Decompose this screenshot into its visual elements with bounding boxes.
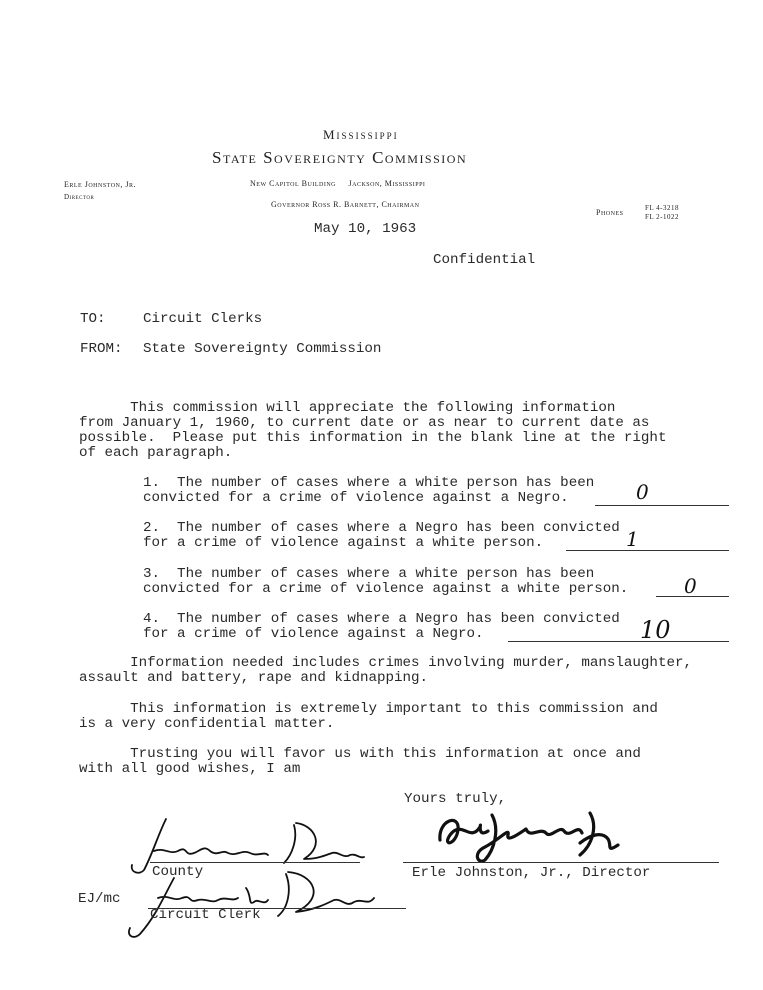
- item-1-text: 1. The number of cases where a white person has been convicted for a crime of violence against a Negro.: [143, 475, 595, 506]
- from-label: FROM:: [80, 341, 123, 357]
- letterhead-phone-2: FL 2-1022: [645, 213, 679, 221]
- from-value: State Sovereignty Commission: [143, 341, 382, 357]
- item-1-blank: [595, 505, 729, 506]
- item-4-text: 4. The number of cases where a Negro has been convicted for a crime of violence against a Negro.: [143, 611, 620, 642]
- closing-paragraph: Trusting you will favor us with this information at once and with all good wishes, I am: [79, 746, 641, 777]
- important-paragraph: This information is extremely important to this commission and is a very confidential matter.: [79, 701, 658, 732]
- clerk-signature: [118, 868, 388, 943]
- item-2-answer: 1: [626, 527, 639, 551]
- item-4-answer: 10: [640, 616, 671, 644]
- clerk-label: Circuit Clerk: [150, 907, 261, 923]
- item-4-blank: [508, 641, 729, 642]
- letterhead-director-title: Director: [64, 193, 95, 201]
- letterhead-governor: Governor Ross R. Barnett, Chairman: [271, 200, 420, 209]
- letterhead-director-name: Erle Johnston, Jr.: [64, 180, 137, 189]
- director-signature-line: [403, 862, 719, 863]
- to-label: TO:: [80, 311, 106, 327]
- county-label: County: [152, 864, 204, 880]
- letterhead-phone-1: FL 4-3218: [645, 204, 679, 212]
- item-3-text: 3. The number of cases where a white person has been convicted for a crime of violence against a white person.: [143, 566, 629, 597]
- item-1-answer: 0: [636, 480, 649, 504]
- letterhead-phones-label: Phones: [596, 208, 624, 217]
- item-2-blank: [566, 550, 729, 551]
- director-signature: [430, 805, 630, 865]
- intro-paragraph: This commission will appreciate the following information from January 1, 1960, to current date or as near to current date as possible. Please put this information in the blank line at the right of each paragraph.: [79, 400, 667, 461]
- letter-date: May 10, 1963: [314, 221, 417, 237]
- to-value: Circuit Clerks: [143, 311, 263, 327]
- confidential-label: Confidential: [433, 252, 536, 268]
- info-paragraph: Information needed includes crimes involving murder, manslaughter, assault and battery, rape and kidnapping.: [79, 655, 692, 686]
- signatory-name: Erle Johnston, Jr., Director: [412, 865, 651, 881]
- item-2-text: 2. The number of cases where a Negro has been convicted for a crime of violence against a white person.: [143, 520, 620, 551]
- initials: EJ/mc: [78, 891, 121, 907]
- item-3-answer: 0: [684, 574, 697, 598]
- letterhead-commission: State Sovereignty Commission: [212, 148, 468, 167]
- valediction: Yours truly,: [404, 791, 507, 807]
- letterhead-state: Mississippi: [323, 127, 399, 142]
- letterhead-address: New Capitol Building Jackson, Mississippi: [250, 179, 426, 188]
- county-line: [150, 862, 360, 863]
